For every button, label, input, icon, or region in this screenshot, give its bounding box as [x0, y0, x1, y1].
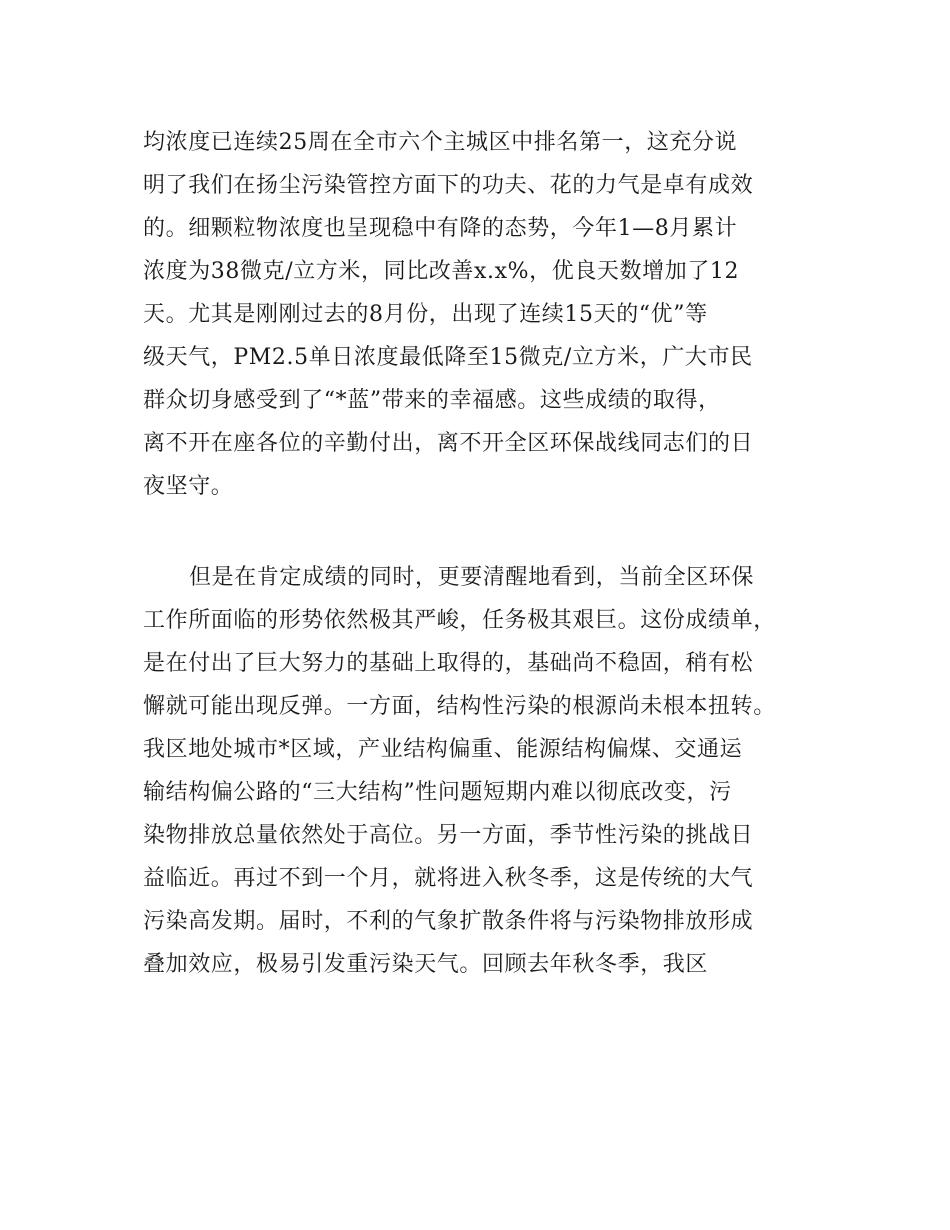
text-line: 级天气，PM2.5单日浓度最低降至15微克/立方米，广大市民: [143, 345, 753, 370]
text-line: 的。细颗粒物浓度也呈现稳中有降的态势，今年1—8月累计: [143, 216, 738, 241]
paragraph-achievements: [143, 121, 843, 508]
text-line: 群众切身感受到了“*蓝”带来的幸福感。这些成绩的取得，: [143, 388, 721, 413]
text-line: 是在付出了巨大努力的基础上取得的，基础尚不稳固，稍有松: [143, 651, 754, 676]
text-line: 明了我们在扬尘污染管控方面下的功夫、花的力气是卓有成效: [143, 173, 754, 198]
text-line: 浓度为38微克/立方米，同比改善x.x%，优良天数增加了12: [143, 259, 740, 284]
text-line: 均浓度已连续25周在全市六个主城区中排名第一，这充分说: [143, 130, 738, 155]
text-line: 但是在肯定成绩的同时，更要清醒地看到，当前全区环保: [189, 565, 755, 590]
text-line: 天。尤其是刚刚过去的8月份，出现了连续15天的“优”等: [143, 302, 708, 327]
text-line: 工作所面临的形势依然极其严峻，任务极其艰巨。这份成绩单，: [143, 608, 776, 633]
text-line: 懈就可能出现反弹。一方面，结构性污染的根源尚未根本扭转。: [143, 694, 776, 719]
paragraph-challenges: [143, 556, 843, 986]
text-line: 我区地处城市*区域，产业结构偏重、能源结构偏煤、交通运: [143, 737, 743, 762]
text-line: 益临近。再过不到一个月，就将进入秋冬季，这是传统的大气: [143, 866, 754, 891]
text-line: 夜坚守。: [143, 474, 234, 499]
text-line: 离不开在座各位的辛勤付出，离不开全区环保战线同志们的日: [143, 431, 754, 456]
text-line: 染物排放总量依然处于高位。另一方面，季节性污染的挑战日: [143, 823, 754, 848]
text-line: 污染高发期。届时，不利的气象扩散条件将与污染物排放形成: [143, 909, 754, 934]
text-line: 叠加效应，极易引发重污染天气。回顾去年秋冬季，我区: [143, 952, 709, 977]
text-line: 输结构偏公路的“三大结构”性问题短期内难以彻底改变，污: [143, 780, 732, 805]
